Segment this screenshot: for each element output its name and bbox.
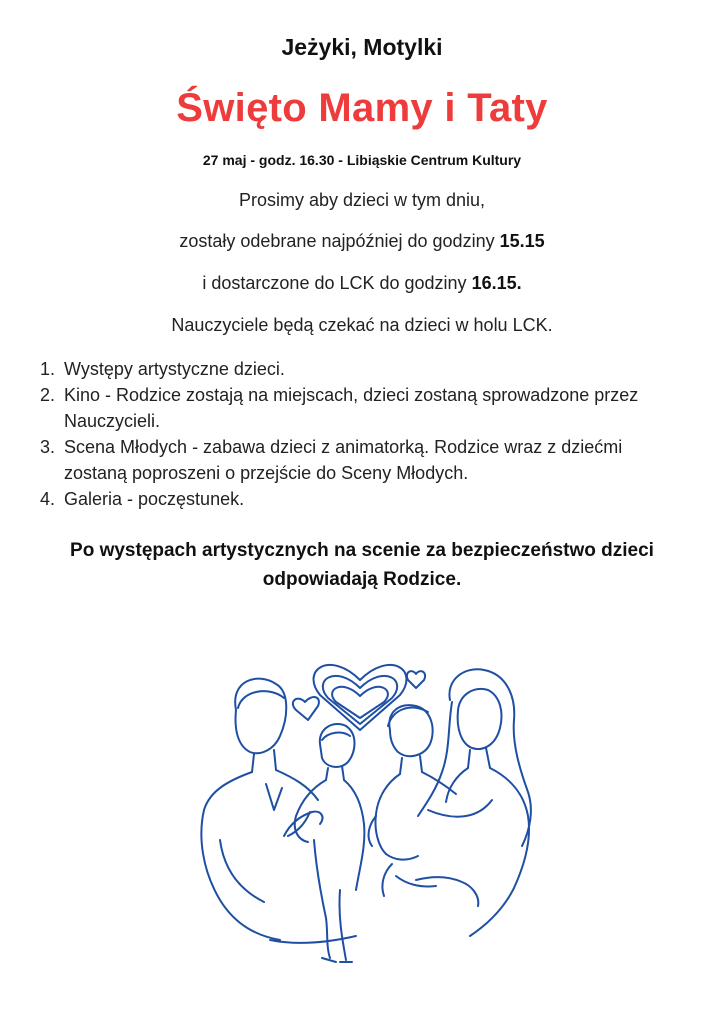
- group-names: Jeżyki, Motylki: [281, 34, 443, 60]
- list-item-text: Kino - Rodzice zostają na miejscach, dzieci zostaną sprowadzone przez Nauczycieli.: [64, 385, 639, 431]
- list-item: [40, 434, 690, 486]
- pickup-time: 15.15: [499, 231, 545, 251]
- list-item: [40, 486, 690, 512]
- intro-line-1: Prosimy aby dzieci w tym dniu,: [238, 190, 486, 210]
- safety-notice: Po występach artystycznych na scenie za bezpieczeństwo dzieci odpowiadają Rodzice.: [70, 540, 654, 590]
- list-item-text: Galeria - poczęstunek.: [64, 489, 245, 509]
- event-title: Święto Mamy i Taty: [176, 86, 548, 130]
- list-item-number: 3.: [40, 437, 56, 457]
- event-details: 27 maj - godz. 16.30 - Libiąskie Centrum Kultury: [202, 152, 522, 168]
- list-item: [40, 382, 690, 434]
- list-item-text: Scena Młodych - zabawa dzieci z animatorką. Rodzice wraz z dziećmi zostaną poproszeni o przejście do Sceny Młodych.: [64, 437, 623, 483]
- list-item-number: 1.: [40, 359, 56, 379]
- family-line-art-icon: [180, 640, 540, 980]
- program-list: [40, 356, 690, 512]
- intro-line-3-text: i dostarczone do LCK do godziny: [202, 273, 472, 293]
- list-item-number: 2.: [40, 385, 56, 405]
- list-item: [40, 356, 690, 382]
- dropoff-time: 16.15.: [471, 273, 522, 293]
- intro-line-4: Nauczyciele będą czekać na dzieci w holu LCK.: [171, 315, 553, 335]
- list-item-number: 4.: [40, 489, 56, 509]
- list-item-text: Występy artystyczne dzieci.: [64, 359, 285, 379]
- intro-line-3: [0, 273, 724, 294]
- intro-line-2-text: zostały odebrane najpóźniej do godziny: [179, 231, 500, 251]
- intro-line-2: [0, 231, 724, 252]
